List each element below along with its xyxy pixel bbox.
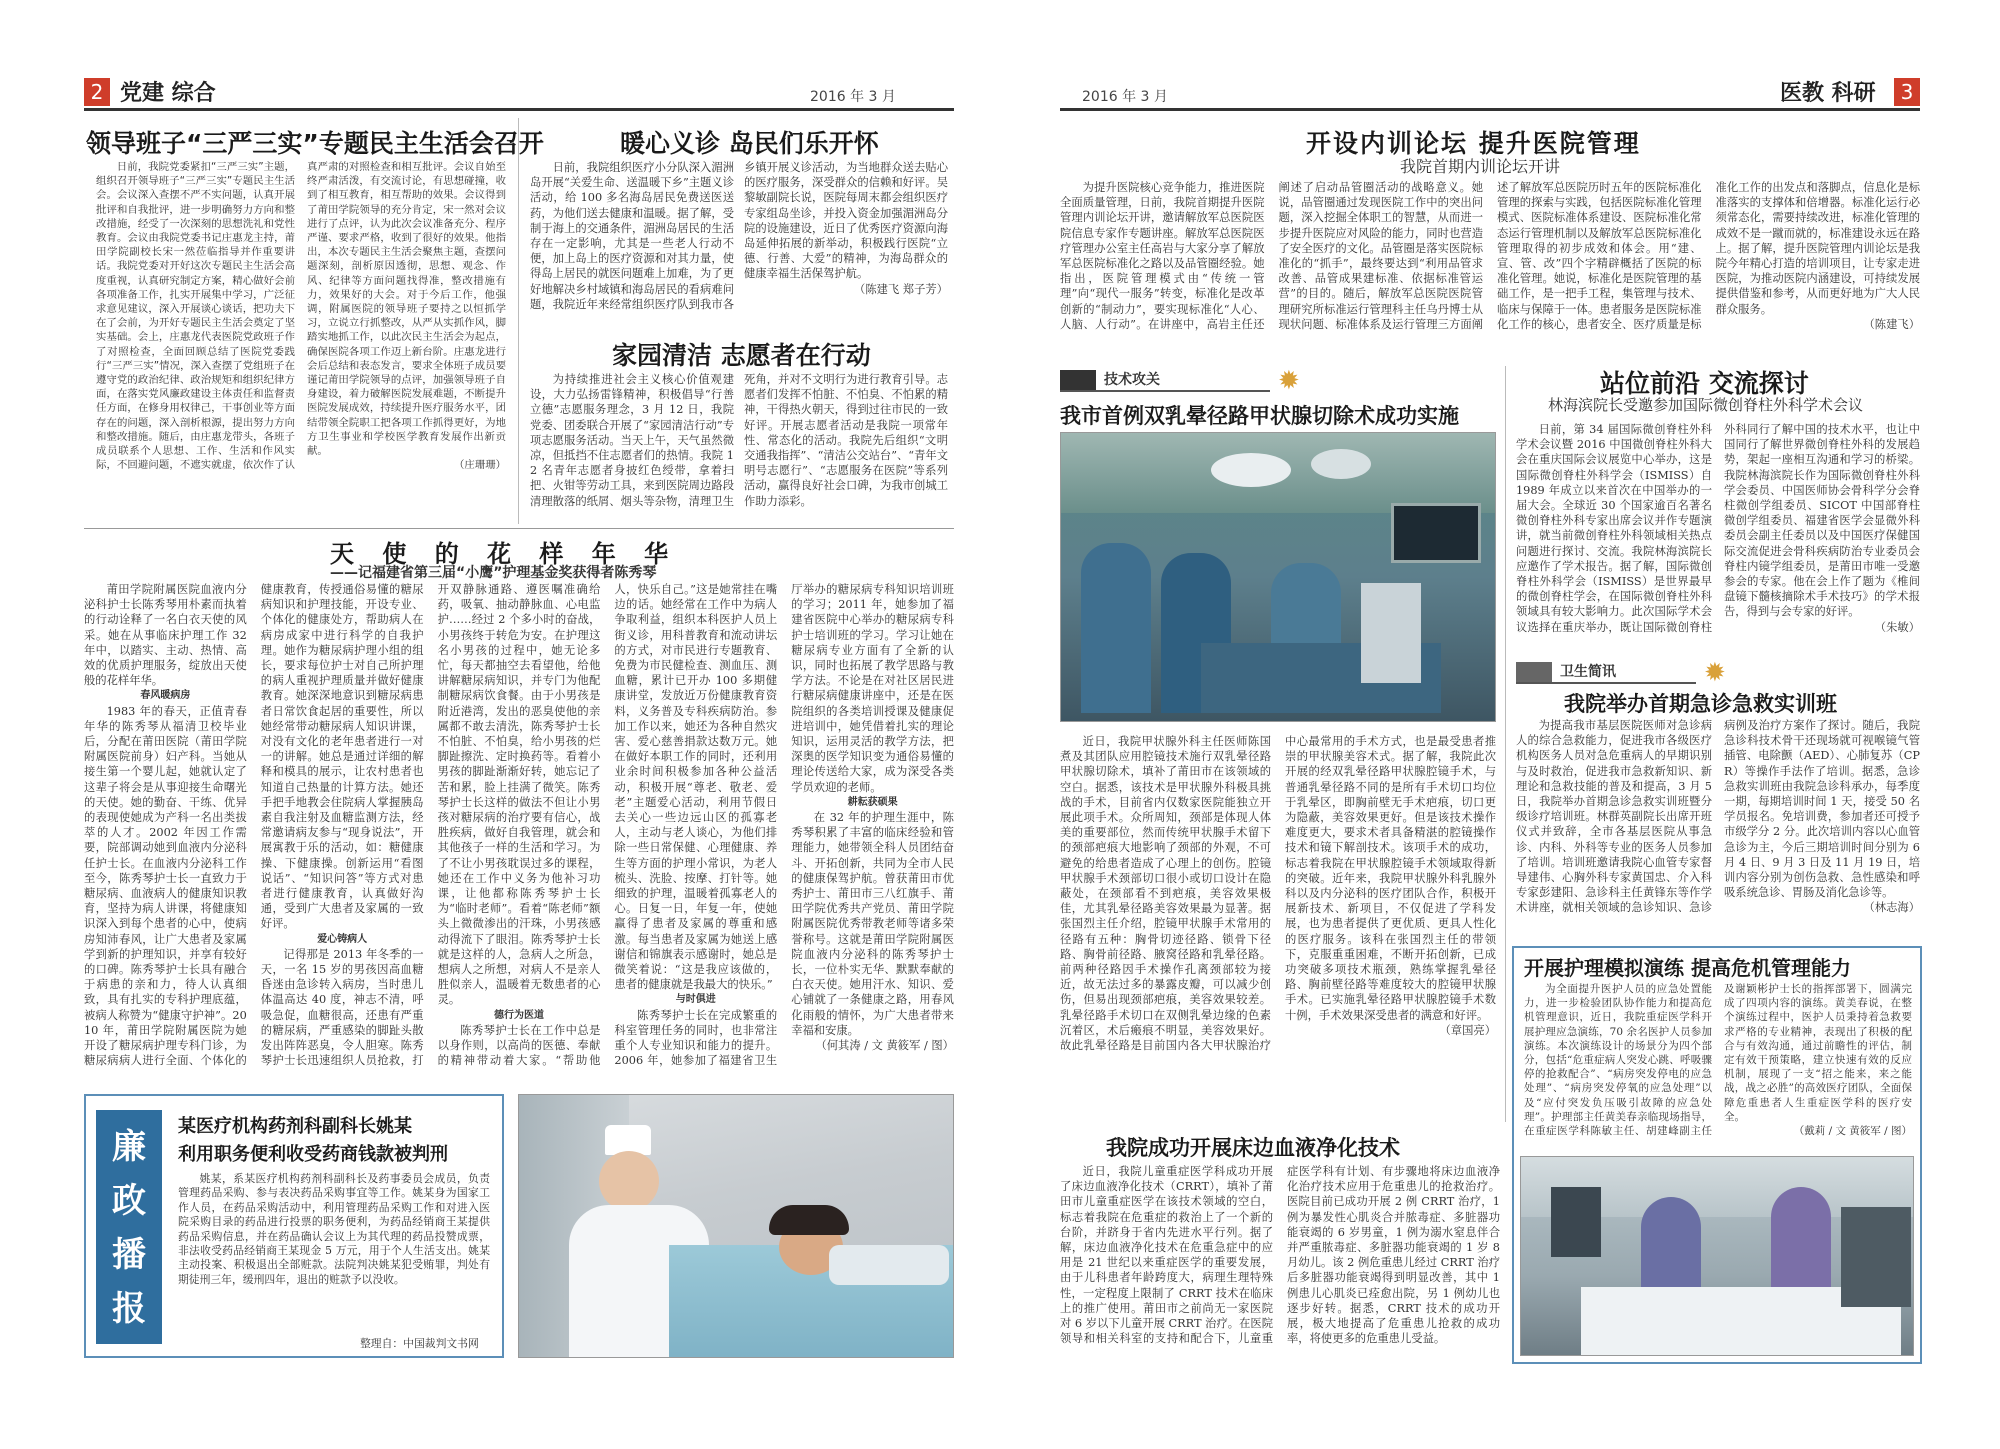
star-burst-icon: ✹ <box>1278 366 1300 396</box>
angel-subtitle: ——记福建省第三届“小鹰”护理基金奖获得者陈秀琴 <box>330 565 657 581</box>
island-body: 日前，我院组织医疗小分队深入湄洲岛开展“关爱生命、送温暖下乡”主题义诊活动，给 100 多名海岛居民免费送医送药，为他们送去健康和温暖。据了解，受制于海上的交通条件，湄洲岛居民的生活存在一定影响，尤其是一些老人行动不便，加上岛上的医疗资源和对其力量，使得岛上居民的就医问题难上加难，为了更好地解决乡村域镇和海岛居民的看病难问题，我院近年来经常组织医疗队到我市各乡镇开展义诊活动，为当地群众送去贴心的医疗服务，深受群众的信赖和好评。吴黎敏副院长说，医院每周末都会组织医疗专家组岛坐诊，并投入资金加强湄洲岛分院的设施建设，近日了优秀医疗资源向海岛延伸拓展的新举动，积极践行医院“立德、行善、大爱”的精神，为海岛群众的健康幸福生活保驾护航。 （陈建飞 郑子芳） <box>530 161 948 311</box>
drill-body: 为提高我市基层医院医师对急诊病人的综合急救能力，促进我市各级医疗机构医务人员对急危重病人的早期识别与及时救治，促进我市急救新知识、新理论和急救技能的普及和提高，3 月 5 日，我院举办首期急诊急救实训班暨分级诊疗培训班。林群英副院长出席开班仪式并致辞，全市各基层医院从事急诊、内科、外科等专业的医务人员参加了培训。培训班邀请我院心血管专家督导建伟、心胸外科专家黄国忠、介入科专家彭建阳、急诊科主任黄锋东等作学术讲座，就相关领域的急诊知识、急诊病例及治疗方案作了探讨。随后，我院急诊科技术骨干还现场就可视喉镜气管插管、电除颤（AED）、心肺复苏（CPR）等操作手法作了培训。据悉，急诊急救实训班由我院急诊科承办，每季度一期，每期培训时间 1 天，接受 50 名学员报名。免培训费，参加者还可授予市级学分 2 分。此次培训内容以心血管急诊为主，今后三期培训时间分别为 6 月 4 日、9 月 3 日及 11 月 19 日，培训内容分别为创伤急救、急性感染和呼吸系统急诊、胃肠及消化急诊等。 （林志海） <box>1516 719 1920 915</box>
column-divider <box>518 118 519 524</box>
surgery-photo <box>1060 432 1496 722</box>
right-date: 2016 年 3 月 <box>1082 89 1168 105</box>
volunteer-title: 家园清洁 志愿者在行动 <box>612 341 871 370</box>
tech-body: 近日，我院甲状腺外科主任医师陈国煮及其团队应用腔镜技术施行双乳晕径路甲状腺切除术，填补了莆田市在该领域的空白。据悉，该技术是甲状腺外科极具挑战的手术，目前省内仅数家医院能独立开展此项手术。众所周知，颈部是体现人体美的重要部位，然而传统甲状腺手术留下的颈部疤痕大地影响了颈部的外观，不可避免的给患者造成了心理上的创伤。腔镜甲状腺手术颈部切口很小或切口设计在隐蔽处，在颈部看不到疤痕，美容效果极佳，尤其乳晕径路美容效果最为显著。据张国烈主任介绍，腔镜甲状腺手术常用的径路有五种：胸骨切迹径路、锁骨下径路、胸骨前径路、腋窝径路和乳晕径路。前两种径路因手术操作孔离颈部较为接近，故无法过多的暴露皮瓣，可以减少创伤，但易出现颈部疤痕，美容效果较差。乳晕径路手术切口在双侧乳晕边缘的色素沉着区，术后瘢痕不明显，美容效果好。故此乳晕径路是目前国内各大甲状腺治疗中心最常用的手术方式，也是最受患者推崇的甲状腺美容术式。据了解，我院此次开展的经双乳晕径路甲状腺腔镜手术，与普通乳晕径路不同的是所有手术切口均位于乳晕区，即胸前壁无手术疤痕，切口更为隐蔽，美容效果更好。但是该技术操作难度更大，要求术者具备精湛的腔镜操作技术和镜下解剖技术。该项手术的成功，标志着我院在甲状腺腔镜手术领域取得新的突破。近年来，我院甲状腺外科乳腺外科以及内分泌科的医疗团队合作，积极开展新技术、新项目，不仅促进了学科发展，也为患者提供了更优质、更具人性化的医疗服务。该科在张国烈主任的带领下，克服重重困难，不断开拓创新，已成功突破多项技术瓶颈，熟练掌握乳晕径路、胸前壁径路等难度较大的腔镜甲状腺手术。已实施乳晕径路甲状腺腔镜手术数十例，手术效果深受患者的满意和好评。 （章国亮） <box>1060 735 1496 1053</box>
left-header-rule <box>84 108 954 111</box>
left-page-number: 2 <box>84 78 110 106</box>
island-title: 暖心义诊 岛民们乐开怀 <box>620 129 879 158</box>
forum-title: 开设内训论坛 提升医院管理 <box>1306 129 1641 158</box>
forum-body: 为提升医院核心竞争能力，推进医院全面质量管理，日前，我院首期提升医院管理内训论坛开讲，邀请解放军总医院医院信息专家作专题讲座。解放军总医院医疗管理办公室主任高岩与大家分享了解放军总医院标准化之路以及品管圈经验。她指出，医院管理模式由“传统一管理”向“现代一服务”转变，标准化是改革创新的“制动力”，要实现标准化“人心、人脑、人行动”。在讲座中，高岩主任还阐述了启动品管圈活动的战略意义。她说，品管圈通过发现医院工作中的突出问题，深入挖掘全体职工的智慧，从而进一步提升医院应对风险的能力，同时也营造了安全医疗的文化。品管圈是落实医院标准化的“抓手”，最终要达到“利用品管求改善、品管成果建标准、依据标准管运营”的目的。随后，解放军总医院医院管理研究所标准运行管理科主任乌丹博士从现状问题、标准体系及运行管理三方面阐述了解放军总医院历时五年的医院标准化管理的探索与实践，包括医院标准化管理模式、医院标准体系建设、医院标准化常态运行管理机制以及解放军总医院标准化管理取得的初步成效和体会。用“建、宣、管、改”四个字精辟概括了医院的标准化管理。她说，标准化是医院管理的基础工作，是一把手工程，集管理与技术、临床与保障于一体。患者服务是医院标准化工作的核心，患者安全、医疗质量是标准化工作的出发点和落脚点，信息化是标准落实的支撑体和倍增器。标准化运行必须常态化，需要持续改进，标准化管理的成效不是一蹴而就的，标准建设永远在路上。据了解，提升医院管理内训论坛是我院今年精心打造的培训项目，让专家走进医院，为推动医院内涵建设，可持续发展提供借鉴和参考，从而更好地为广大人民群众服务。 （陈建飞） <box>1060 181 1920 331</box>
drill-title: 我院举办首期急诊急救实训班 <box>1564 692 1837 716</box>
right-page-number: 3 <box>1894 78 1920 106</box>
left-section-title: 党建 综合 <box>120 80 216 106</box>
integrity-body: 姚某，系某医疗机构药剂科副科长及药事委员会成员，负责管理药品采购、参与表决药品采购事宜等工作。姚某身为国家工作人员，在药品采购活动中，利用管理药品采购工作和对进入医院采购目录的药品进行投票的职务便利，为药品经销商王某提供药品采购信息，并在药品确认会议上为其代理的药品投赞成票，非法收受药品经销商王某现金 5 万元，用于个人生活支出。姚某主动投案、积极退出全部赃款。法院判决姚某犯受贿罪，判处有期徒刑三年，缓刑四年，退出的赃款予以没收。 <box>178 1172 490 1286</box>
angel-body: 莆田学院附属医院血液内分泌科护士长陈秀琴用朴素而执着的行动诠释了一名白衣天使的风采。她在从事临床护理工作 32 年中，以踏实、主动、热情、高效的优质护理服务，绽放出天使般的花样年华。 春风暖病房 1983 年的春天，正值青春年华的陈秀琴从福清卫校毕业后，分配在莆田医院（莆田学院附属医院前身）妇产科。当她从接生第一个婴儿起，她就认定了这辈子将会是从事迎接生命曙光的天使。她的勤奋、干练、优异的表现使她成为产科一名出类拔萃的人才。2002 年因工作需要，院部调动她到血液内分泌科任护士长。在血液内分泌科工作至今，陈秀琴护士长一直致力于糖尿病、血液病人的健康知识教育，坚持为病人讲课，将健康知识深入到每个患者的心中，使病房知沛春风，让广大患者及家属学到新的护理知识，并享有较好的口碑。陈秀琴护士长具有融合于病患的亲和力，待人认真细致，具有扎实的专科护理底蕴，被病人称赞为“健康守护神”。2010 年，莆田学院附属医院为她开设了糖尿病护理专科门诊，为糖尿病病人进行全面、个体化的健康教育，传授通俗易懂的糖尿病知识和护理技能，开设专业、个体化的健康处方，帮助病人在病房成家中进行科学的自我护理。她作为糖尿病护理小组的组长，要求每位护士对自己所护理的病人重视护理质量并做好健康教育。她深深地意识到糖尿病患者日常饮食起居的重要性，所以她经常带动糖尿病人知识讲课，对没有文化的老年患者进行一对一的讲解。她总是通过详细的解释和模具的展示，让农村患者也知道自己热量的计算方法。她还手把手地教会住院病人掌握胰岛素自我注射及血糖监测方法，经常邀请病友参与“现身说法”，开展寓教于乐的活动，如：糖健康操、下健康操。创新运用“看图说话”、“知识问答”等方式对患者进行健康教育，认真做好沟通，受到广大患者及家属的一致好评。 爱心铸病人 记得那是 2013 年冬季的一天，一名 15 岁的男孩因高血糖昏迷由急诊转入病房，当时患儿体温高达 40 度，神志不清，呼吸急促，血糖很高，还患有严重的糖尿病，严重感染的脚趾头散发出阵阵恶臭，令人胆寒。陈秀琴护士长迅速组织人员抢救，打开双静脉通路、遵医嘱准确给药，吸氧、抽动静脉血、心电监护……经过 2 个多小时的奋战，小男孩终于转危为安。在护理这名小男孩的过程中，她无论多忙，每天都抽空去看望他，给他讲解糖尿病知识，并专门为他配制糖尿病饮食餐。由于小男孩是附近港湾，发出的恶臭使他的亲属都不敢去清洗，陈秀琴护士长不怕脏、不怕臭，给小男孩的烂脚趾擦洗、定时换药等。看着小男孩的脚趾渐渐好转，她忘记了苦和累，脸上挂满了微笑。陈秀琴护士长这样的做法不但让小男孩对糖尿病的治疗要有信心，战胜疾病，做好自我管理，就会和其他孩子一样的生活和学习。为了不让小男孩耽误过多的课程，她还在工作中义务为他补习功课，让他都称陈秀琴护士长为“临时老师”。看着“陈老师”额头上微微渗出的汗珠，小男孩感动得流下了眼泪。陈秀琴护士长就是这样的人，急病人之所急，想病人之所想，对病人不是亲人胜似亲人，温暖着无数患者的心灵。 德行为医道 陈秀琴护士长在工作中总是以身作则，以高尚的医德、奉献的精神带动着大家。“帮助他人，快乐自己。”这是她常挂在嘴边的话。她经常在工作中为病人争取利益，组织本科医护人员上街义诊，用科普教育和流动讲坛的方式，对市民进行专题教育、免费为市民健检查、测血压、测血糖，累计已开办 100 多期健康讲堂，发放近万份健康教育资料，义务普及专科疾病防治。参加工作以来，她还为各种自然灾害、爱心慈善捐款达数万元。她在做好本职工作的同时，还利用业余时间积极参加各种公益活动，积极开展“尊老、敬老、爱老”主题爱心活动，利用节假日去关心一些边远山区的孤寡老人，主动与老人谈心，为他们排除一些日常保健、心理健康、养生等方面的护理小常识，为老人梳头、洗脸、按摩、打针等。她细致的护理，温暖着孤寡老人的心。日复一日，年复一年，使她赢得了患者及家属的尊重和感激。每当患者及家属为她送上感谢信和锦旗表示感谢时，她总是微笑着说：“这是我应该做的，患者的健康就是我最大的快乐。” 与时俱进 陈秀琴护士长在完成繁重的科室管理任务的同时，也非常注重个人专业知识和能力的提升。2006 年，她参加了福建省卫生厅举办的糖尿病专科知识培训班的学习；2011 年，她参加了福建省医院中心举办的糖尿病专科护士培训班的学习。学习让她在糖尿病专业方面有了全新的认识，同时也拓展了教学思路与教学方法。不论是在对社区居民进行糖尿病健康讲座中，还是在医院组织的各类培训授课及健康促进培训中，她凭借着扎实的理论知识，运用灵活的教学方法，把深奥的医学知识变为通俗易懂的理论传送给大家，成为深受各类学员欢迎的老师。 耕耘获硕果 在 32 年的护理生涯中，陈秀琴积累了丰富的临床经验和管理能力，她带领全科人员团结奋斗、开拓创新，共同为全市人民的健康保驾护航。曾获莆田市优秀护士、莆田市三八红旗手、莆田学院优秀共产党员、莆田学院附属医院优秀带教老师等诸多荣誉称号。这就是莆田学院附属医院血液内分泌科的陈秀琴护士长，一位朴实无华、默默奉献的白衣天使。她用汗水、知识、爱心铺就了一条健康之路，用春风化雨般的情怀，为广大患者带来幸福和安康。 （何其涛 / 文 黄筱军 / 图） <box>84 583 954 1068</box>
nurse-photo <box>518 1094 954 1358</box>
tech-tag: 技术攻关 <box>1060 370 1270 392</box>
right-column-divider <box>1505 366 1506 1122</box>
tag-block-icon <box>1060 370 1096 390</box>
nursing-photo <box>1520 1156 1914 1356</box>
exchange-subtitle: 林海滨院长受邀参加国际微创脊柱外科学术会议 <box>1548 396 1864 414</box>
right-header-rule <box>1060 108 1920 111</box>
volunteer-body: 为持续推进社会主义核心价值观建设，大力弘扬雷锋精神，积极倡导“行善立德”志愿服务理念，3 月 12 日，我院党委、团委联合开展了“家园清洁行动”专项志愿服务活动。当天上午，天气虽然微凉，但抵挡不住志愿者们的热情。我院 12 名青年志愿者身披红色绶带，拿着扫把、火钳等劳动工具，来到医院周边路段清理散落的纸屑、烟头等杂物，清理卫生死角，并对不文明行为进行教育引导。志愿者们发挥不怕脏、不怕臭、不怕累的精神，干得热火朝天，得到过往市民的一致好评。开展志愿者活动是我院一项常年性、常态化的活动。我院先后组织“文明交通我指挥”、“清洁公交站台”、“青年文明号志愿行”、“志愿服务在医院”等系列活动，赢得良好社会口碑，为我市创城工作助力添彩。 <box>530 373 948 508</box>
star-burst-icon: ✹ <box>1704 658 1726 688</box>
exchange-body: 日前，第 34 届国际微创脊柱外科学术会议暨 2016 中国微创脊柱外科大会在重庆国际会议展览中心举办，这是国际微创脊柱外科学会（ISMISS）自 1989 年成立以来首次在中国举办的一届大会。全球近 30 个国家逾百名著名微创脊柱外科专家出席会议并作专题演讲，就当前微创脊柱外科领域相关热点问题进行探讨、交流。我院林海滨院长应邀作了学术报告。据了解，国际微创脊柱外科学会（ISMISS）是世界最早的微创脊柱学会，在国际微创脊柱外科领域具有较大影响力。此次国际学术会议选择在重庆举办，既让国际微创脊柱外科同行了解中国的技术水平，也让中国同行了解世界微创脊柱外科的发展趋势，架起一座相互沟通和学习的桥梁。我院林海滨院长作为国际微创脊柱外科学会委员、中国医师协会骨科学分会脊柱微创学组委员、SICOT 中国部脊柱微创学组委员、福建省医学会显微外科委员会副主任委员以及中国医疗保健国际交流促进会骨科疾病防治专业委员会脊柱内镜学组委员，是莆田市唯一受邀参会的专家。他在会上作了题为《椎间盘镜下髓核摘除术手术技巧》的学术报告，得到与会专家的好评。 （朱敏） <box>1516 423 1920 634</box>
tag-block-icon <box>1516 662 1552 682</box>
right-section-title: 医教 科研 <box>1780 80 1876 106</box>
leadership-title: 领导班子“三严三实”专题民主生活会召开 <box>86 129 544 158</box>
blood-title: 我院成功开展床边血液净化技术 <box>1106 1136 1400 1160</box>
drill-tag: 卫生简讯 <box>1516 662 1696 684</box>
nursing-body: 为全面提升医护人员的应急处置能力，进一步检验团队协作能力和提高危机管理意识，近日，我院重症医学科开展护理应急演练，70 余名医护人员参加演练。本次演练设计的场景分为四个部分，包括“危重症病人突发心跳、呼吸骤停的抢救配合”、“病房突发停电的应急处理”、“病房突发停氧的应急处理”以及“应付突发负压吸引故障的应急处理”。护理部主任黄美春亲临现场指导，在重症医学科陈敏主任、胡建峰副主任及谢颖彬护士长的指挥部署下，圆满完成了四项内容的演练。黄美春说，在整个演练过程中，医护人员秉持着急救要求严格的专业精神，表现出了积极的配合与有效沟通，通过前瞻性的评估，制定有效干预策略，建立快速有效的反应机制，展现了一支“招之能来，来之能战，战之必胜”的高效医疗团队，全面保障危重患者人生重症医学科的医疗安全。 （戴莉 / 文 黄筱军 / 图） <box>1524 983 1912 1138</box>
integrity-vertical-label: 廉 政 播 报 <box>96 1110 162 1344</box>
tech-title: 我市首例双乳晕径路甲状腺切除术成功实施 <box>1060 404 1459 428</box>
angel-title: 天 使 的 花 样 年 华 <box>330 540 679 568</box>
integrity-title-1: 某医疗机构药剂科副科长姚某 <box>178 1116 412 1137</box>
left-date: 2016 年 3 月 <box>810 89 896 105</box>
forum-subtitle: 我院首期内训论坛开讲 <box>1400 157 1561 176</box>
section-rule <box>84 528 954 529</box>
blood-body: 近日，我院儿童重症医学科成功开展了床边血液净化技术（CRRT），填补了莆田市儿童重症医学在该技术领域的空白，标志着我院在危重症的救治上了一个新的台阶，并跻身于省内先进水平行列。据了解，床边血液净化技术在危重急症中的应用是 21 世纪以来重症医学的重要发展，由于儿科患者年龄跨度大，病理生理特殊性，一定程度上限制了 CRRT 技术在临床上的推广使用。莆田市之前尚无一家医院对 6 岁以下儿童开展 CRRT 治疗。在医院领导和相关科室的支持和配合下，儿童重症医学科有计划、有步骤地将床边血液净化治疗技术应用于危重患儿的抢救治疗。医院目前已成功开展 2 例 CRRT 治疗，1 例为暴发性心肌炎合并脓毒症、多脏器功能衰竭的 6 岁男童，1 例为溺水窒息伴合并严重脓毒症、多脏器功能衰竭的 1 岁 8 月幼儿。该 2 例危重患儿经过 CRRT 治疗后多脏器功能衰竭得到明显改善，其中 1 例患儿心肌炎已痊愈出院，另 1 例幼儿也逐步好转。据悉，CRRT 技术的成功开展，极大地提高了危重患儿抢救的成功率，将使更多的危重患儿受益。 <box>1060 1165 1500 1346</box>
leadership-body: 日前，我院党委紧扣“三严三实”主题，组织召开领导班子“三严三实”专题民主生活会。会议深入查摆不严不实问题，认真开展批评和自我批评，进一步明确努力方向和整改措施，经受了一次深刻的思想洗礼和党性教育。会议由我院党委书记庄惠龙主持，莆田学院副校长宋一然莅临指导并作重要讲话。我院党委对开好这次专题民主生活会高度重视，认真研究制定方案，精心做好会前各项准备工作，扎实开展集中学习，广泛征求意见建议，深入开展谈心谈话，把功夫下在了会前，为开好专题民主生活会奠定了坚实基础。会上，庄惠龙代表医院党政班子作了对照检查，全面回顾总结了医院党委践行“三严三实”情况，深入查摆了党组班子在遵守党的政治纪律、政治规矩和组织纪律方面，在落实党风廉政建设主体责任和监督责任方面，在修身用权律己，干事创业等方面存在的问题，深入剖析根源，提出努力方向和整改措施。随后，由庄惠龙带头，各班子成员联系个人思想、工作、生活和作风实际，不回避问题，不遮实就虚，依次作了认真严肃的对照检查和相互批评。会议自始至终严肃活泼，有交流讨论，有思想碰撞，收到了相互教育，相互帮助的效果。会议得到了莆田学院领导的充分肯定，宋一然对会议进行了点评，认为此次会议准备充分、程序严谨、要求严格，收到了很好的效果。他指出，本次专题民主生活会聚焦主题，查摆问题深刻，剖析原因透彻，思想、观念、作风、纪律等方面问题找得准，整改措施有力，效果好的大会。对于今后工作，他强调，附属医院的领导班子要持之以恒抓学习，立说立行抓整改，从严从实抓作风，脚踏实地抓工作，以此次民主生活会为起点，确保医院各项工作迈上新台阶。庄惠龙进行会后总结和表态发言，要求全体班子成员要谨记莆田学院领导的点评，加强领导班子自身建设，着力破解医院发展难题，不断提升医院发展成效，持续提升医疗服务水平，团结带领全院职工把各项工作抓得更好，为地方卫生事业和学校医学教育发展作出新贡献。 （庄珊珊） <box>96 161 506 472</box>
integrity-title-2: 利用职务便利收受药商钱款被判刑 <box>178 1144 448 1165</box>
integrity-source: 整理自：中国裁判文书网 <box>360 1337 479 1350</box>
nursing-title: 开展护理模拟演练 提高危机管理能力 <box>1524 956 1851 980</box>
exchange-title: 站位前沿 交流探讨 <box>1600 369 1809 398</box>
